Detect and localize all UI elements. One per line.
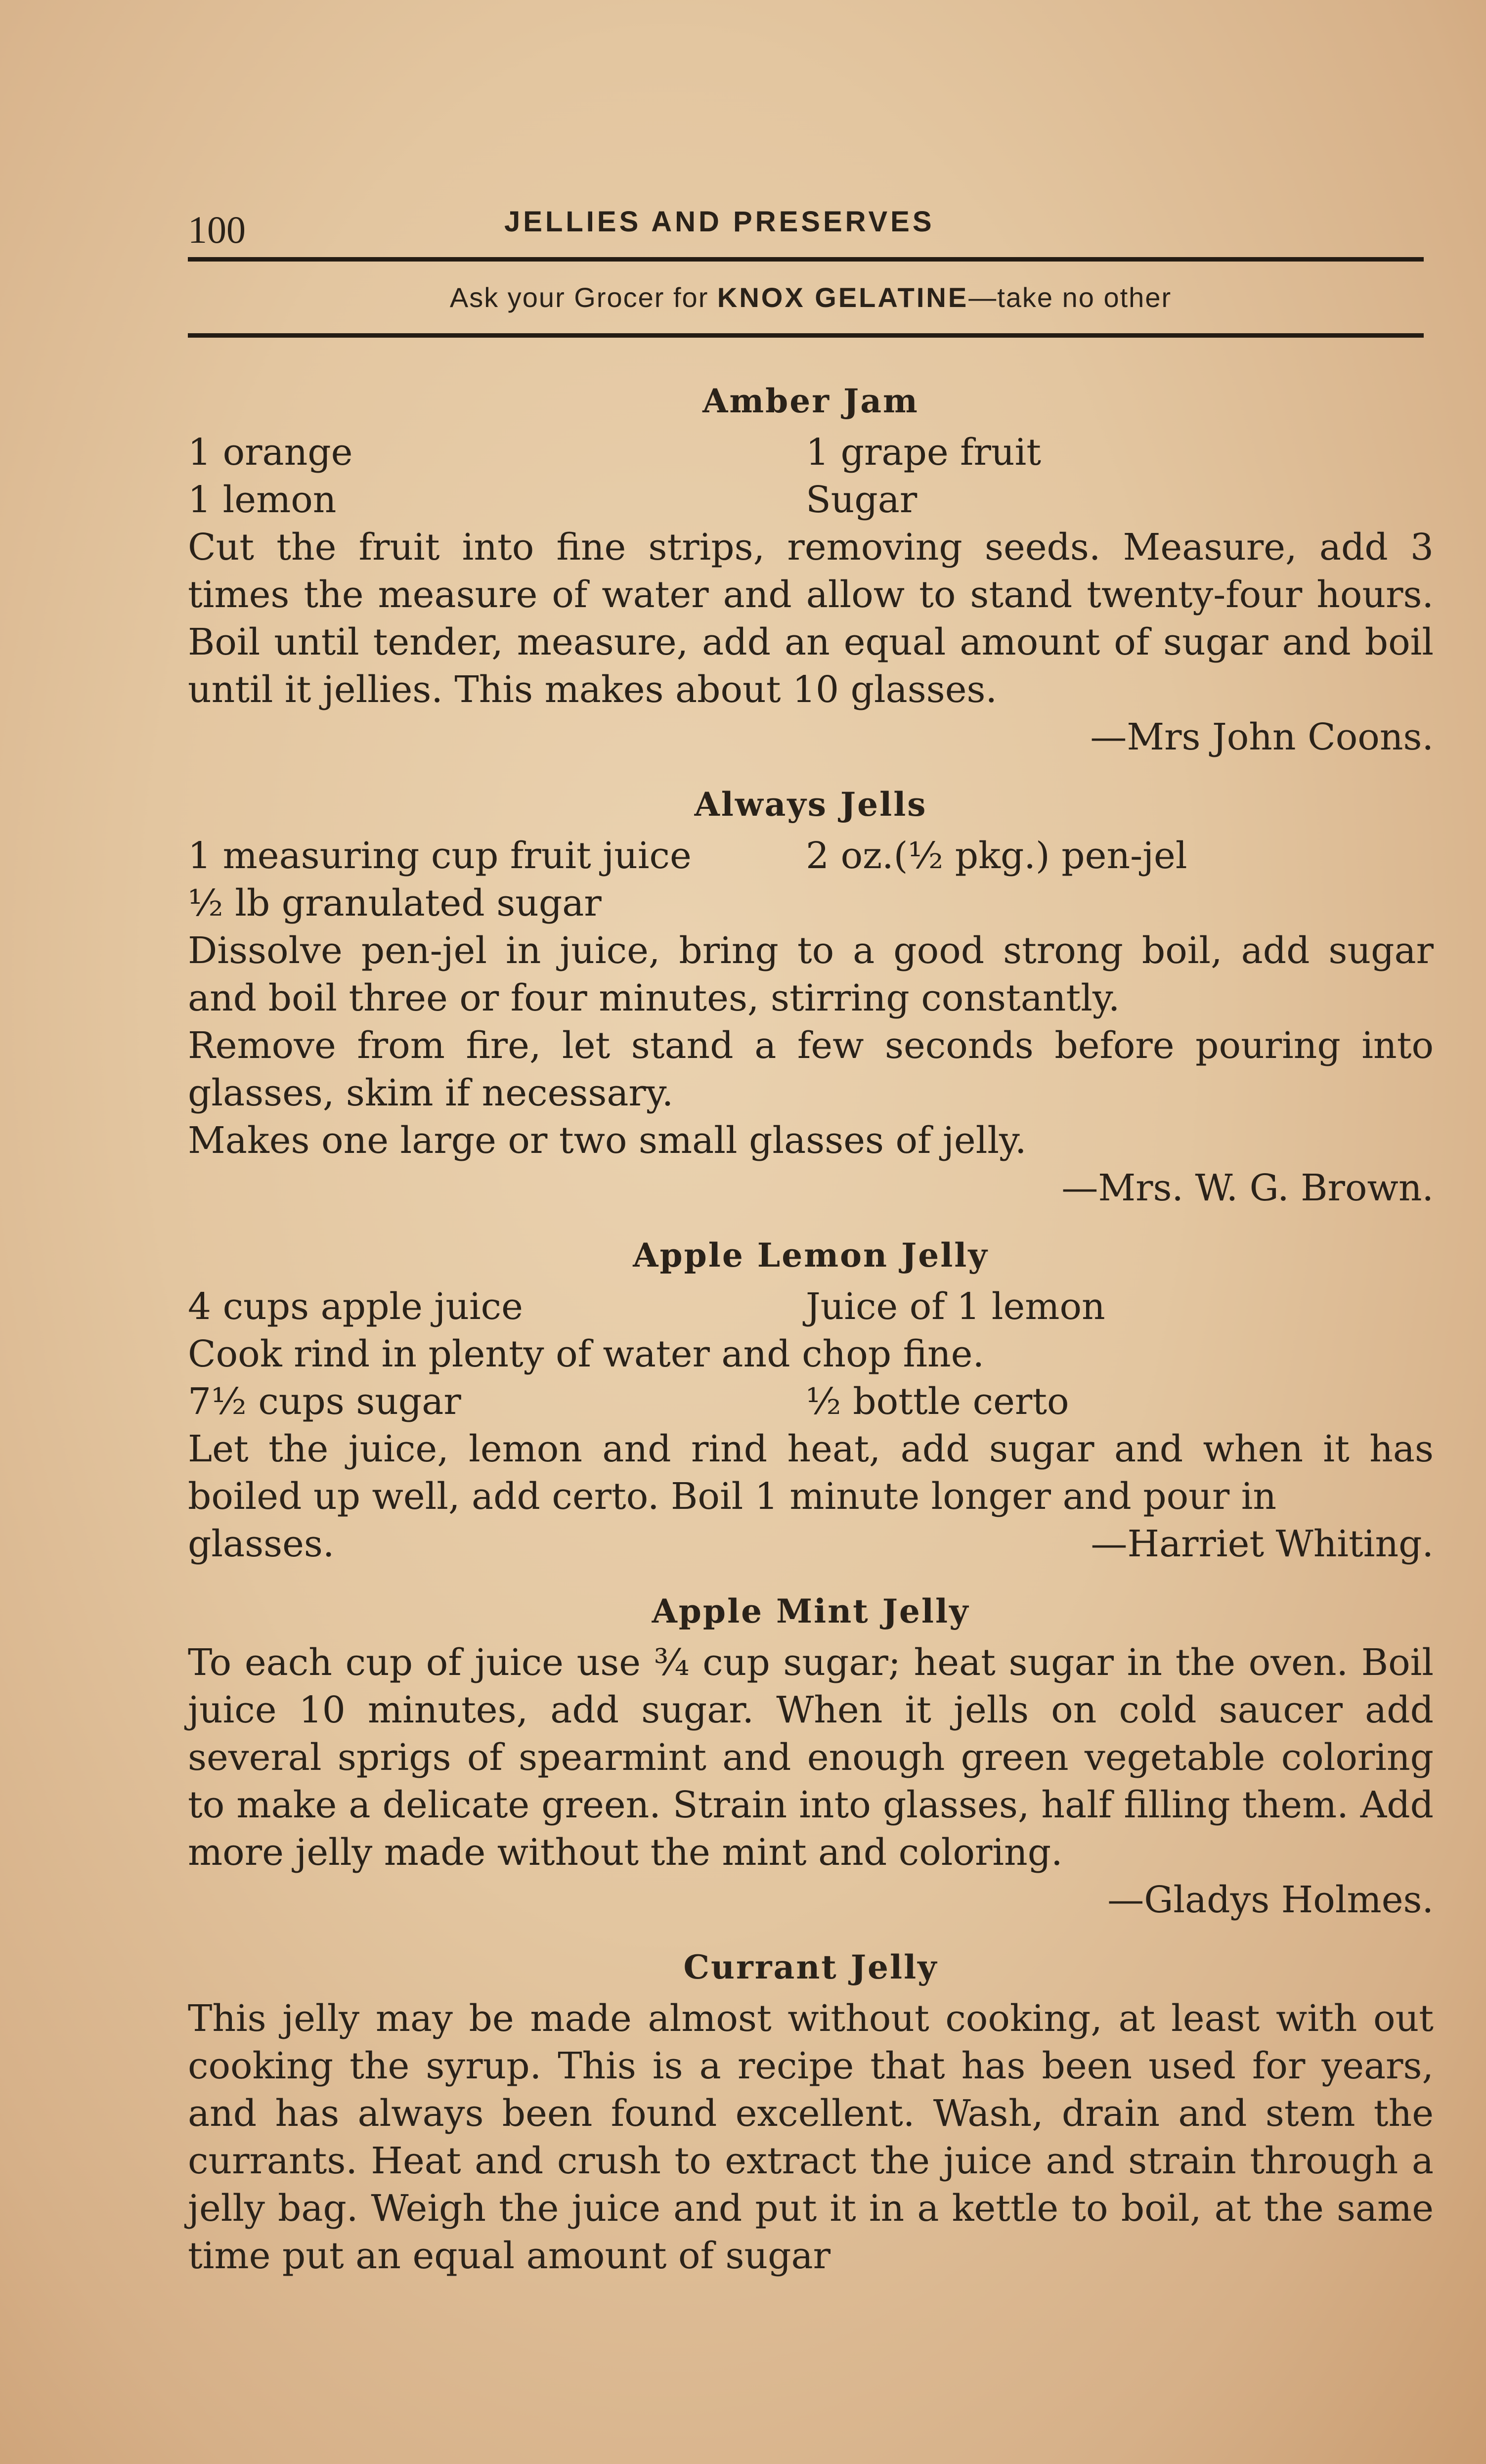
book-page (188, 188, 1434, 2403)
ingredient: 1 grape fruit (806, 431, 1041, 474)
ingredient-row (188, 476, 1434, 524)
ingredient: 1 lemon (188, 479, 337, 521)
section-title: JELLIES AND PRESERVES (504, 206, 935, 238)
ingredient: ½ lb granulated sugar (188, 882, 602, 924)
advertisement-line (188, 281, 1434, 313)
page-body (188, 377, 1434, 2280)
ingredient: 4 cups apple juice (188, 1285, 523, 1328)
ingredient: ½ bottle certo (806, 1380, 1069, 1423)
ingredient-row (188, 1283, 1434, 1330)
recipe-always-jells (188, 781, 1434, 1212)
recipe-instructions: Dissolve pen-jel in juice, bring to a good strong boil, add sugar and boil three or four minutes, stirring constantly. (188, 929, 1434, 1019)
header-rule-top (188, 257, 1424, 262)
recipe-instructions: Cut the fruit into fine strips, removing seeds. Measure, add 3 times the measure of water and allow to stand twenty-four hours. Boil until tender, measure, add an equal amount of sugar and boil until it jellies. This makes about 10 glasses. (188, 526, 1434, 711)
recipe-instructions: Remove from fire, let stand a few seconds before pouring into glasses, skim if necessary. (188, 1024, 1434, 1114)
recipe-apple-mint-jelly (188, 1587, 1434, 1924)
recipe-apple-lemon-jelly (188, 1232, 1434, 1568)
recipe-currant-jelly (188, 1943, 1434, 2280)
ingredient-row (188, 832, 1434, 880)
ingredient: Juice of 1 lemon (806, 1285, 1105, 1328)
recipe-title: Apple Lemon Jelly (633, 1236, 989, 1275)
ingredient-row (188, 429, 1434, 476)
ingredient: 2 oz.(½ pkg.) pen-jel (806, 835, 1187, 877)
recipe-attribution: —Harriet Whiting. (1091, 1523, 1434, 1565)
recipe-title: Apple Mint Jelly (652, 1592, 970, 1630)
recipe-instructions: This jelly may be made almost without cooking, at least with out cooking the syrup. This is a recipe that has been used for years, and has always been found excellent. Wash, drain and stem the currants. Heat and crush to extract the juice and strain through a jelly bag. Weigh the juice and put it in a kettle to boil, at the same time put an equal amount of sugar (188, 1997, 1434, 2277)
recipe-attribution: —Mrs John Coons. (1090, 716, 1434, 758)
page-number: 100 (188, 208, 246, 251)
ingredient: 1 orange (188, 431, 353, 474)
recipe-amber-jam (188, 377, 1434, 761)
recipe-instructions: Let the juice, lemon and rind heat, add sugar and when it has boiled up well, add certo. Boil 1 minute longer and pour in (188, 1428, 1434, 1518)
page-header (188, 188, 1434, 257)
ad-prefix: Ask your Grocer for (449, 282, 717, 313)
recipe-instructions: Cook rind in plenty of water and chop fine. (188, 1333, 984, 1375)
recipe-instructions: Makes one large or two small glasses of jelly. (188, 1119, 1027, 1162)
ad-suffix: —take no other (968, 282, 1172, 313)
header-rule-bottom (188, 333, 1424, 338)
ingredient-row (188, 880, 1434, 927)
recipe-title: Currant Jelly (683, 1948, 938, 1986)
recipe-instructions-end: glasses. (188, 1523, 335, 1565)
ingredient: 7½ cups sugar (188, 1380, 461, 1423)
recipe-closing-line (188, 1520, 1434, 1568)
recipe-title: Always Jells (694, 785, 927, 824)
recipe-instructions: To each cup of juice use ¾ cup sugar; heat sugar in the oven. Boil juice 10 minutes, add sugar. When it jells on cold saucer add several sprigs of spearmint and enough green vegetable coloring to make a delicate green. Strain into glasses, half filling them. Add more jelly made without the mint and coloring. (188, 1641, 1434, 1874)
recipe-attribution: —Gladys Holmes. (1107, 1879, 1434, 1921)
ad-brand: KNOX GELATINE (717, 282, 969, 313)
ingredient: 1 measuring cup fruit juice (188, 835, 692, 877)
recipe-attribution: —Mrs. W. G. Brown. (1061, 1167, 1434, 1209)
ingredient: Sugar (806, 479, 918, 521)
ingredient-row (188, 1378, 1434, 1425)
recipe-title: Amber Jam (702, 382, 919, 420)
